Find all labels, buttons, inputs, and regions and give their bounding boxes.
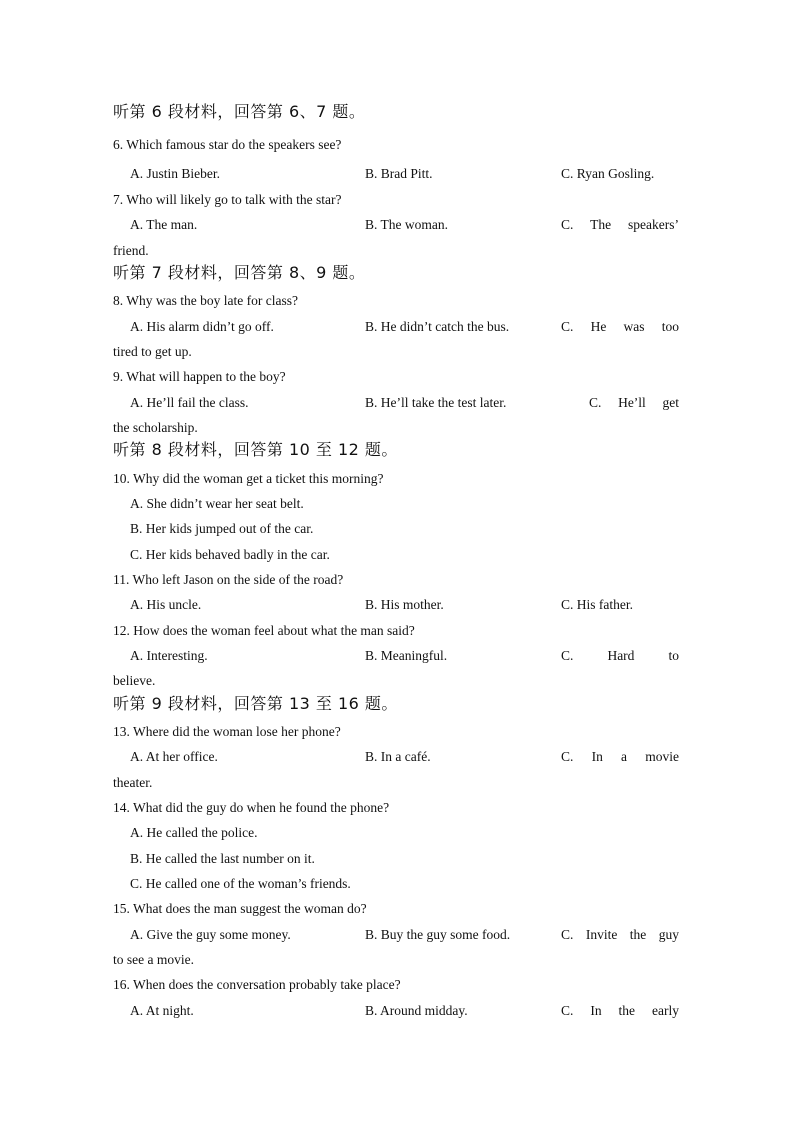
section-heading: 听第 9 段材料，回答第 13 至 16 题。 — [113, 694, 398, 713]
question-text: 12. How does the woman feel about what the man said? — [113, 623, 415, 638]
option-c-continued: to see a movie. — [113, 952, 194, 967]
option-a: A. At night. — [130, 1003, 194, 1018]
question-text: 8. Why was the boy late for class? — [113, 293, 298, 308]
option-c: C. Her kids behaved badly in the car. — [130, 547, 330, 562]
option-c: C. In a movie — [561, 749, 679, 764]
option-c-continued: the scholarship. — [113, 420, 198, 435]
option-a: A. At her office. — [130, 749, 218, 764]
option-a: A. Give the guy some money. — [130, 927, 291, 942]
question-text: 13. Where did the woman lose her phone? — [113, 724, 341, 739]
question-text: 10. Why did the woman get a ticket this morning? — [113, 471, 384, 486]
section-heading: 听第 6 段材料，回答第 6、7 题。 — [113, 102, 366, 121]
option-a: A. The man. — [130, 217, 198, 232]
option-c-continued: tired to get up. — [113, 344, 192, 359]
option-c: C. Invite the guy — [561, 927, 679, 942]
question-text: 7. Who will likely go to talk with the star? — [113, 192, 342, 207]
option-b: B. Her kids jumped out of the car. — [130, 521, 314, 536]
option-c-continued: believe. — [113, 673, 156, 688]
option-c: C. He’ll get — [589, 395, 679, 410]
option-b: B. The woman. — [365, 217, 448, 232]
option-b: B. His mother. — [365, 597, 444, 612]
option-c: C. In the early — [561, 1003, 679, 1018]
option-b: B. Brad Pitt. — [365, 166, 433, 181]
option-b: B. Around midday. — [365, 1003, 468, 1018]
section-heading: 听第 7 段材料，回答第 8、9 题。 — [113, 263, 366, 282]
option-b: B. Meaningful. — [365, 648, 448, 663]
option-c: C. The speakers’ — [561, 217, 679, 232]
question-text: 6. Which famous star do the speakers see? — [113, 137, 342, 152]
option-b: B. He called the last number on it. — [130, 851, 315, 866]
question-text: 16. When does the conversation probably take place? — [113, 977, 401, 992]
question-text: 14. What did the guy do when he found the phone? — [113, 800, 390, 815]
option-c-continued: theater. — [113, 775, 153, 790]
question-text: 15. What does the man suggest the woman do? — [113, 901, 367, 916]
option-b: B. He didn’t catch the bus. — [365, 319, 510, 334]
option-b: B. Buy the guy some food. — [365, 927, 511, 942]
option-c: C. Ryan Gosling. — [561, 166, 655, 181]
option-a: A. He’ll fail the class. — [130, 395, 249, 410]
option-c: C. He was too — [561, 319, 679, 334]
option-c: C. Hard to — [561, 648, 679, 663]
option-c-continued: friend. — [113, 243, 149, 258]
option-c: C. His father. — [561, 597, 633, 612]
option-a: A. Interesting. — [130, 648, 208, 663]
option-c: C. He called one of the woman’s friends. — [130, 876, 351, 891]
question-text: 11. Who left Jason on the side of the road? — [113, 572, 344, 587]
option-a: A. Justin Bieber. — [130, 166, 220, 181]
option-b: B. In a café. — [365, 749, 431, 764]
option-a: A. His uncle. — [130, 597, 202, 612]
option-a: A. He called the police. — [130, 825, 258, 840]
section-heading: 听第 8 段材料，回答第 10 至 12 题。 — [113, 440, 398, 459]
option-b: B. He’ll take the test later. — [365, 395, 507, 410]
question-text: 9. What will happen to the boy? — [113, 369, 286, 384]
option-a: A. His alarm didn’t go off. — [130, 319, 274, 334]
option-a: A. She didn’t wear her seat belt. — [130, 496, 304, 511]
